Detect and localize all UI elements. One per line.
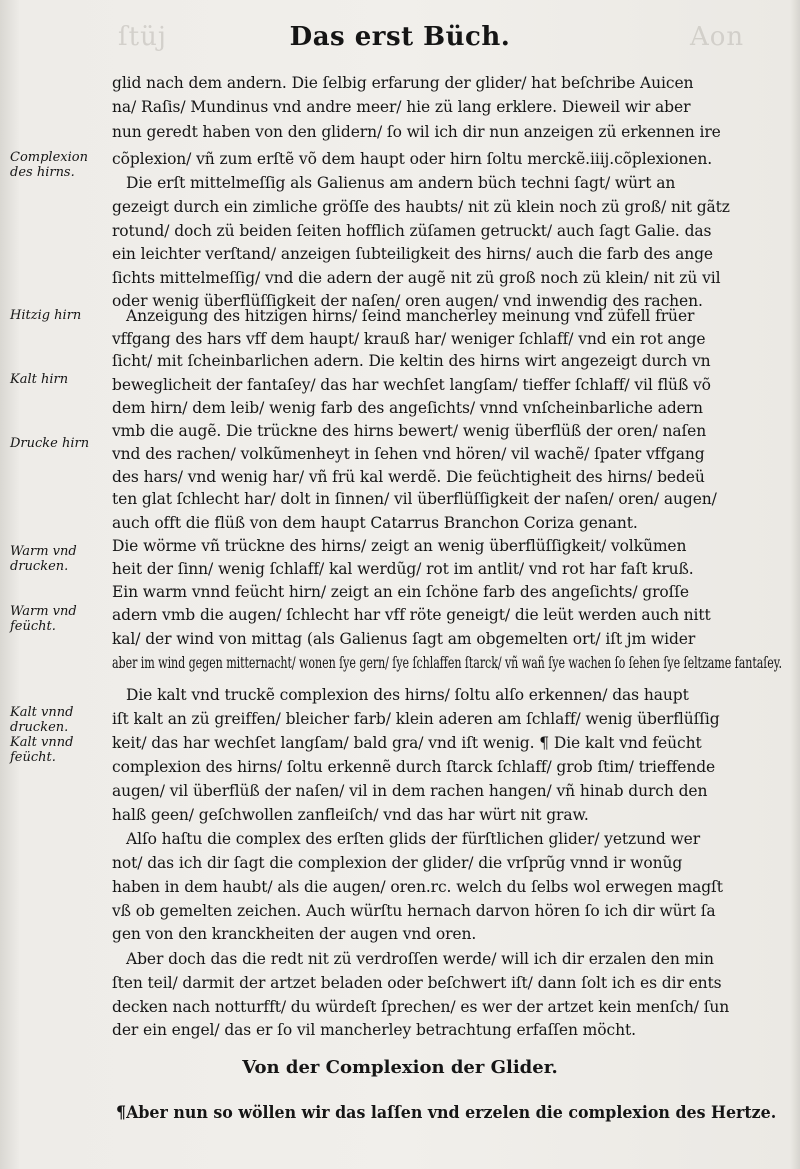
- text-line: auch offt die flüß von dem haupt Catarrus Branchon Coriza genant.: [112, 514, 638, 532]
- text-line: vffgang des hars vff dem haupt/ krauß har/ weniger ſchlaff/ vnd ein rot ange: [112, 330, 706, 348]
- text-line: ſten teil/ darmit der artzet beladen oder beſchwert iſt/ dann ſolt ich es dir ents: [112, 974, 722, 992]
- text-line: Ein warm vnnd feücht hirn/ zeigt an ein ſchöne farb des angeſichts/ groſſe: [112, 583, 689, 601]
- text-line: Anzeigung des hitzigen hirns/ ſeind mancherley meinung vnd züfell früer: [126, 307, 695, 325]
- text-line: vnd des rachen/ volkũmenheyt in ſehen vnd hören/ vil wachẽ/ ſpater vffgang: [112, 445, 705, 463]
- text-line: rotund/ doch zü beiden ſeiten hofflich züſamen getruckt/ auch ſagt Galie. das: [112, 222, 712, 240]
- text-line: ein leichter verſtand/ anzeigen ſubteiligkeit des hirns/ auch die farb des ange: [112, 245, 714, 263]
- show-through-text-right: Aon: [690, 22, 745, 52]
- text-line: des hars/ vnd wenig har/ vñ frü kal werdẽ. Die feüchtigheit des hirns/ bedeü: [112, 468, 705, 486]
- margin-note-hitzig: Hitzig hirn: [10, 308, 82, 323]
- margin-note-complexion: Complexion des hirns.: [10, 150, 88, 180]
- text-line: halß geen/ geſchwollen zanfleiſch/ vnd das har würt nit graw.: [112, 806, 589, 824]
- text-line: cõplexion/ vñ zum erſtẽ võ dem haupt oder hirn ſoltu merckẽ.iiij.cõplexionen.: [112, 150, 713, 168]
- text-line: ten glat ſchlecht har/ dolt in ſinnen/ vil überflüſſigkeit der naſen/ oren/ augen/: [112, 490, 717, 508]
- text-line: keit/ das har wechſet langſam/ bald gra/ vnd iſt wenig. ¶ Die kalt vnd feücht: [112, 734, 702, 752]
- text-line: heit der ſinn/ wenig ſchlaff/ kal werdũg/ rot im antlit/ vnd rot har faſt kruß.: [112, 560, 694, 578]
- margin-note-kalt-drucken: Kalt vnnd drucken. Kalt vnnd feücht.: [10, 705, 74, 765]
- text-line: der ein engel/ das er ſo vil mancherley betrachtung erfaſſen möcht.: [112, 1021, 636, 1039]
- text-line: decken nach notturfft/ du würdeſt ſprechen/ es wer der artzet kein menſch/ ſun: [112, 998, 730, 1016]
- text-line: not/ das ich dir ſagt die complexion der glider/ die vrſprũg vnnd ir wonũg: [112, 854, 683, 872]
- margin-note-kalt: Kalt hirn: [10, 372, 69, 387]
- text-line: glid nach dem andern. Die ſelbig erfarung der glider/ hat beſchribe Auicen: [112, 74, 694, 92]
- text-line: Alſo haſtu die complex des erſten glids der fürſtlichen glider/ yetzund wer: [126, 830, 701, 848]
- text-line: kal/ der wind von mittag (als Galienus ſagt am obgemelten ort/ iſt jm wider: [112, 630, 696, 648]
- text-line: iſt kalt an zü greiffen/ bleicher farb/ klein aderen am ſchlaff/ wenig überflüſſig: [112, 710, 720, 728]
- text-line: ſicht/ mit ſcheinbarlichen adern. Die keltin des hirns wirt angezeigt durch vn: [112, 352, 711, 370]
- text-line: oder wenig überflüſſigkeit der naſen/ oren augen/ vnd inwendig des rachen.: [112, 292, 703, 310]
- text-line: nun geredt haben von den glidern/ ſo wil ich dir nun anzeigen zü erkennen ire: [112, 123, 721, 141]
- text-line: ſichts mittelmeſſig/ vnd die adern der augẽ nit zü groß noch zü klein/ nit zü vil: [112, 269, 721, 287]
- text-line: adern vmb die augen/ ſchlecht har vff röte geneigt/ die leüt werden auch nitt: [112, 606, 711, 624]
- closing-line: ¶Aber nun so wöllen wir das laſſen vnd erzelen die complexion des Hertze.: [116, 1103, 777, 1123]
- margin-note-truecken: Drucke hirn: [10, 436, 90, 451]
- text-line: Die kalt vnd truckẽ complexion des hirns/ ſoltu alſo erkennen/ das haupt: [126, 686, 689, 704]
- show-through-text-left: ſtüj: [118, 22, 167, 52]
- text-line: aber im wind gegen mitternacht/ wonen ſye gern/ ſye ſchlaffen ſtarck/ vñ wañ ſye wachen ſo ſehen ſye ſeltzame fantaſey.: [112, 654, 782, 672]
- text-line: gezeigt durch ein zimliche gröſſe des haubts/ nit zü klein noch zü groß/ nit gãtz: [112, 198, 730, 216]
- text-line: complexion des hirns/ ſoltu erkennẽ durch ſtarck ſchlaff/ grob ſtim/ trieffende: [112, 758, 716, 776]
- running-header: Das erst Büch.: [289, 22, 511, 52]
- section-heading: Von der Complexion der Glider.: [242, 1057, 558, 1078]
- text-line: gen von den kranckheiten der augen vnd oren.: [112, 925, 477, 943]
- text-line: beweglicheit der fantaſey/ das har wechſet langſam/ tieffer ſchlaff/ vil flüß võ: [112, 376, 711, 394]
- text-line: Die wörme vñ trückne des hirns/ zeigt an wenig überflüſſigkeit/ volkũmen: [112, 537, 687, 555]
- text-line: Aber doch das die redt nit zü verdroſſen werde/ will ich dir erzalen den min: [126, 950, 714, 968]
- text-line: haben in dem haubt/ als die augen/ oren.rc. welch du ſelbs wol erwegen magſt: [112, 878, 723, 896]
- margin-note-warm-truecken: Warm vnd drucken.: [10, 544, 77, 574]
- text-line: vmb die augẽ. Die trückne des hirns bewert/ wenig überflüß der oren/ naſen: [112, 422, 707, 440]
- margin-note-warm-feucht: Warm vnd feücht.: [10, 604, 77, 634]
- text-line: na/ Raſis/ Mundinus vnd andre meer/ hie zü lang erklere. Dieweil wir aber: [112, 98, 691, 116]
- text-line: vß ob gemelten zeichen. Auch würſtu hernach darvon hören ſo ich dir würt ſa: [112, 902, 716, 920]
- text-line: Die erſt mittelmeſſig als Galienus am andern büch techni ſagt/ würt an: [126, 174, 676, 192]
- text-line: augen/ vil überflüß der naſen/ vil in dem rachen hangen/ vñ hinab durch den: [112, 782, 708, 800]
- text-line: dem hirn/ dem leib/ wenig farb des angeſichts/ vnnd vnſcheinbarliche adern: [112, 399, 703, 417]
